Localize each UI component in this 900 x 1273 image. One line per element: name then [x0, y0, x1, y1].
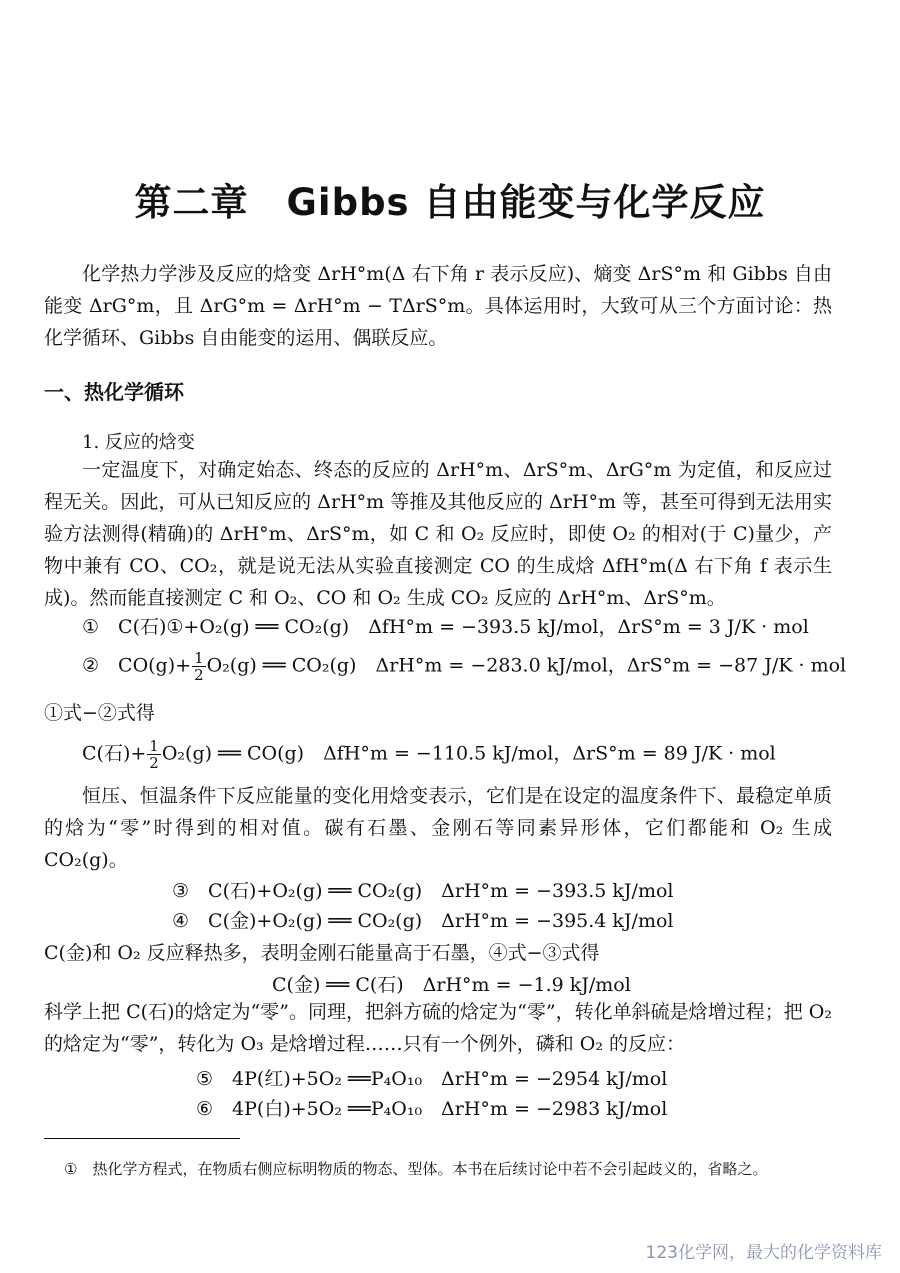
equation-2-right: O₂(g) ══ CO₂(g) ΔrH°m = −283.0 kJ/mol，ΔrS°m = −87 J/K · mol: [206, 654, 847, 677]
chapter-title: 第二章 Gibbs 自由能变与化学反应: [134, 181, 766, 224]
equation-co-left: C(石)+: [82, 742, 147, 765]
constant-paragraph: 恒压、恒温条件下反应能量的变化用焓变表示，它们是在设定的温度条件下、最稳定单质的焓为“零”时得到的相对值。碳有石墨、金刚石等同素异形体，它们都能和 O₂ 生成 CO₂(g)。: [44, 785, 832, 871]
half-fraction-co: [147, 738, 161, 771]
fraction-denominator: 2: [194, 666, 204, 684]
footnote: ① 热化学方程式，在物质右侧应标明物质的物态、型体。本书在后续讨论中若不会引起歧义的，省略之。: [64, 1160, 768, 1178]
equation-diamond: C(金) ══ C(石) ΔrH°m = −1.9 kJ/mol: [272, 974, 631, 996]
fraction-numerator-co: 1: [149, 737, 159, 755]
equation-4: ④ C(金)+O₂(g) ══ CO₂(g) ΔrH°m = −395.4 kJ/mol: [172, 910, 674, 932]
intro-paragraph: 化学热力学涉及反应的焓变 ΔrH°m(Δ 右下角 r 表示反应)、熵变 ΔrS°m 和 Gibbs 自由能变 ΔrG°m，且 ΔrG°m = ΔrH°m − TΔrS°m。具体运用时，大致可从三个方面讨论：热化学循环、Gibbs 自由能变的运用、偶联反应。: [44, 263, 832, 349]
equation-2-left: ② CO(g)+: [82, 654, 192, 677]
zero-enthalpy-paragraph: 科学上把 C(石)的焓定为“零”。同理，把斜方硫的焓定为“零”，转化单斜硫是焓增过程；把 O₂ 的焓定为“零”，转化为 O₃ 是焓增过程……只有一个例外，磷和 O₂ 的反应：: [44, 1001, 832, 1055]
equation-5: ⑤ 4P(红)+5O₂ ══P₄O₁₀ ΔrH°m = −2954 kJ/mol: [196, 1068, 668, 1090]
diamond-paragraph: C(金)和 O₂ 反应释热多，表明金刚石能量高于石墨，④式−③式得: [44, 942, 600, 964]
equation-6: ⑥ 4P(白)+5O₂ ══P₄O₁₀ ΔrH°m = −2983 kJ/mol: [196, 1098, 668, 1120]
equation-co-right: O₂(g) ══ CO(g) ΔfH°m = −110.5 kJ/mol，ΔrS°m = 89 J/K · mol: [161, 742, 776, 765]
enthalpy-paragraph: 一定温度下，对确定始态、终态的反应的 ΔrH°m、ΔrS°m、ΔrG°m 为定值，和反应过程无关。因此，可从已知反应的 ΔrH°m 等推及其他反应的 ΔrH°m 等，甚至可得到无法用实验方法测得(精确)的 ΔrH°m、ΔrS°m，如 C 和 O₂ 反应时，即使 O₂ 的相对(于 C)量少，产物中兼有 CO、CO₂，就是说无法从实验直接测定 CO 的生成焓 ΔfH°m(Δ 右下角 f 表示生成)。然而能直接测定 C 和 O₂、CO 和 O₂ 生成 CO₂ 反应的 ΔrH°m、ΔrS°m。: [44, 459, 832, 609]
derivation-label: ①式−②式得: [44, 702, 155, 724]
equation-co: [82, 738, 776, 771]
equation-3: ③ C(石)+O₂(g) ══ CO₂(g) ΔrH°m = −393.5 kJ/mol: [172, 880, 674, 902]
fraction-denominator-co: 2: [149, 754, 159, 772]
section-heading: 一、热化学循环: [44, 380, 184, 404]
fraction-numerator: 1: [194, 649, 204, 667]
equation-2: [82, 650, 846, 683]
footnote-rule: [44, 1138, 240, 1139]
watermark: 123化学网，最大的化学资料库: [645, 1243, 882, 1263]
half-fraction: [192, 650, 206, 683]
subheading: 1. 反应的焓变: [82, 432, 195, 453]
equation-1: ① C(石)①+O₂(g) ══ CO₂(g) ΔfH°m = −393.5 kJ/mol，ΔrS°m = 3 J/K · mol: [82, 616, 809, 638]
